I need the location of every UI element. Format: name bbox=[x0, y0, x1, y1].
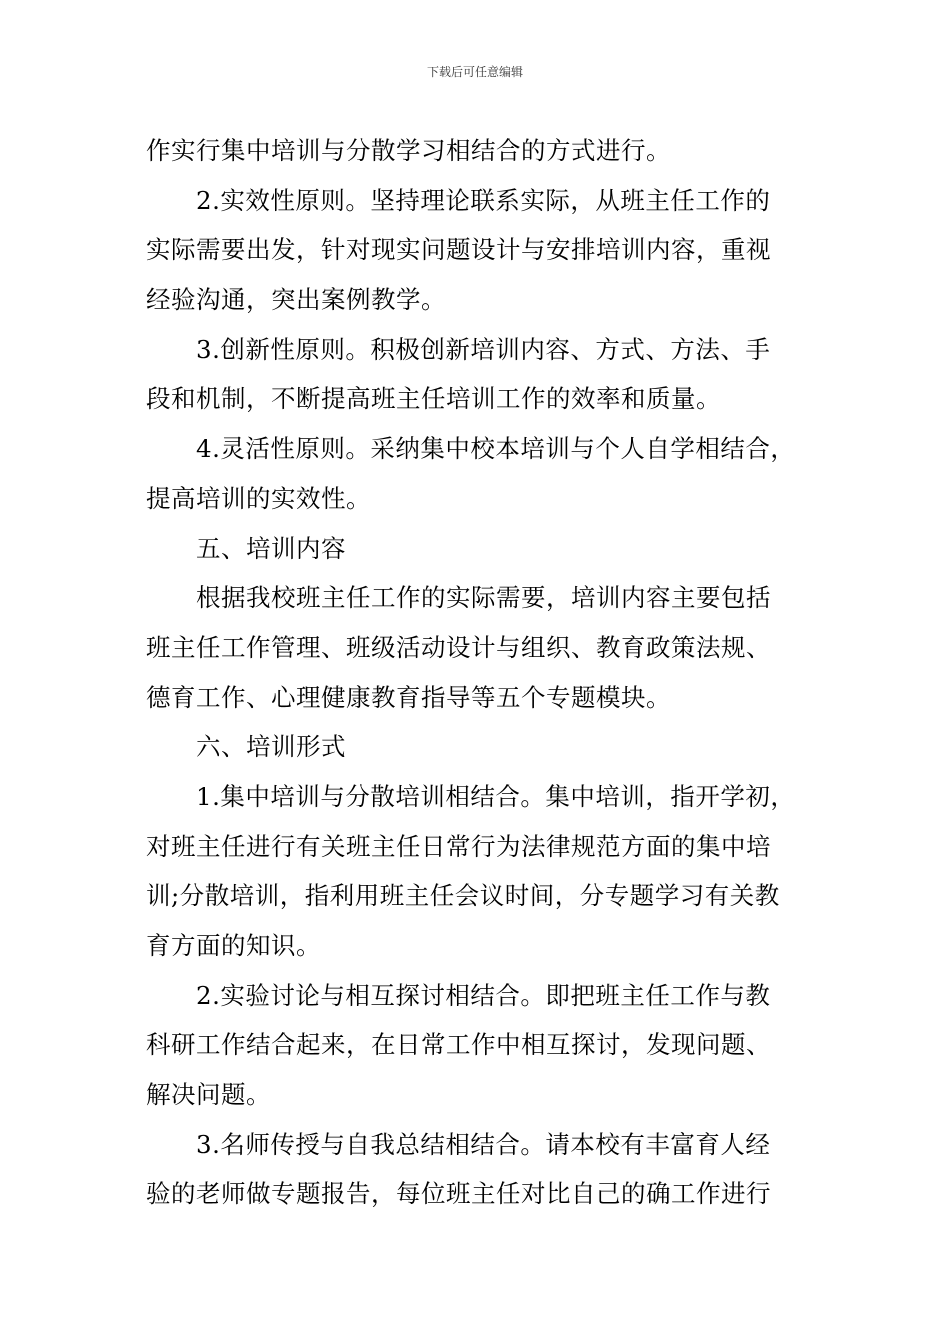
text-line: 3.创新性原则。积极创新培训内容、方式、方法、手 bbox=[196, 334, 771, 364]
page-header: 下载后可任意编辑 bbox=[426, 65, 523, 79]
text-line: 3.名师传授与自我总结相结合。请本校有丰富育人经 bbox=[196, 1129, 771, 1159]
text-line: 德育工作、心理健康教育指导等五个专题模块。 bbox=[146, 682, 671, 712]
text-line: 经验沟通，突出案例教学。 bbox=[146, 285, 446, 315]
text-line: 1.集中培训与分散培训相结合。集中培训，指开学初， bbox=[196, 781, 796, 811]
text-line: 2.实效性原则。坚持理论联系实际，从班主任工作的 bbox=[196, 185, 771, 215]
text-line: 五、培训内容 bbox=[196, 533, 346, 563]
text-line: 科研工作结合起来，在日常工作中相互探讨，发现问题、 bbox=[146, 1030, 771, 1060]
text-line: 实际需要出发，针对现实问题设计与安排培训内容，重视 bbox=[146, 235, 771, 265]
text-line: 段和机制，不断提高班主任培训工作的效率和质量。 bbox=[146, 384, 721, 414]
text-line: 解决问题。 bbox=[146, 1080, 271, 1110]
document-body bbox=[146, 126, 816, 1219]
text-line: 六、培训形式 bbox=[196, 732, 346, 762]
text-line: 作实行集中培训与分散学习相结合的方式进行。 bbox=[146, 136, 671, 165]
text-line: 根据我校班主任工作的实际需要，培训内容主要包括 bbox=[196, 583, 771, 613]
text-line: 提高培训的实效性。 bbox=[146, 483, 371, 513]
text-line: 验的老师做专题报告，每位班主任对比自己的确工作进行 bbox=[146, 1179, 771, 1209]
text-line: 育方面的知识。 bbox=[146, 931, 321, 960]
text-line: 4.灵活性原则。采纳集中校本培训与个人自学相结合， bbox=[196, 434, 796, 464]
text-line: 对班主任进行有关班主任日常行为法律规范方面的集中培 bbox=[146, 831, 771, 861]
text-line: 班主任工作管理、班级活动设计与组织、教育政策法规、 bbox=[146, 632, 771, 662]
text-line: 2.实验讨论与相互探讨相结合。即把班主任工作与教 bbox=[196, 980, 771, 1010]
text-line: 训;分散培训，指利用班主任会议时间，分专题学习有关教 bbox=[146, 881, 780, 911]
